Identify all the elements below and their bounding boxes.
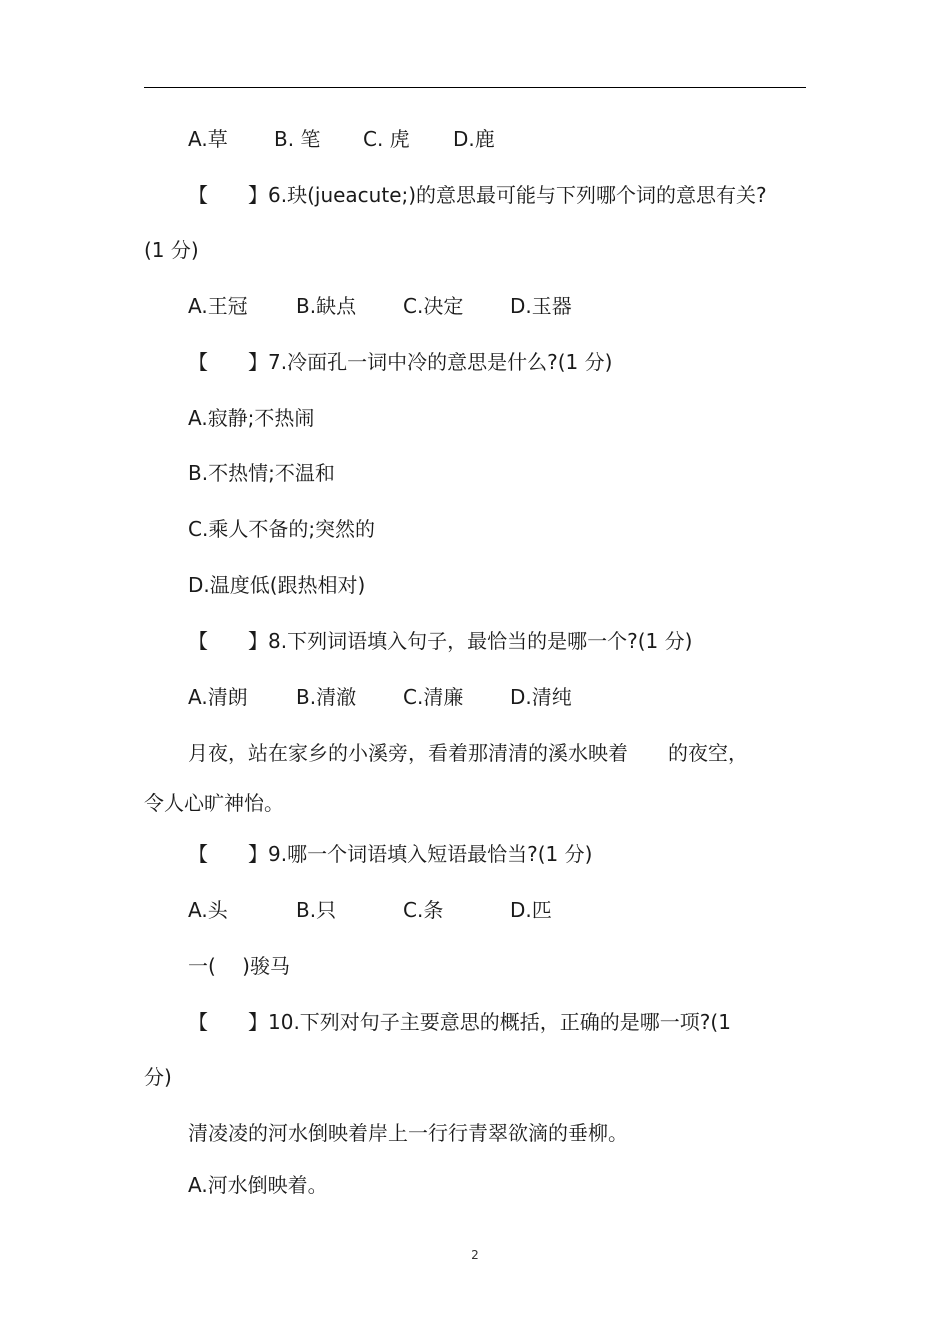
page-number: 2: [471, 1248, 479, 1262]
q9-option-d: D.匹: [510, 898, 552, 922]
q6-option-c: C.决定: [403, 294, 464, 318]
q7-option-d: D.温度低(跟热相对): [188, 573, 366, 597]
q8-sentence: 月夜，站在家乡的小溪旁，看着那清清的溪水映着 的夜空，: [188, 741, 748, 765]
q7-option-a: A.寂静;不热闹: [188, 406, 315, 430]
q9-phrase: 一( )骏马: [188, 954, 290, 978]
q8-sentence-cont: 令人心旷神怡。: [144, 791, 284, 815]
header-rule: [144, 87, 806, 88]
q9-option-c: C.条: [403, 898, 444, 922]
q8-option-a: A.清朗: [188, 685, 248, 709]
q5-option-c: C. 虎: [363, 127, 410, 151]
q8-option-d: D.清纯: [510, 685, 572, 709]
q10-option-a: A.河水倒映着。: [188, 1173, 328, 1197]
q7-question: 【 】7.冷面孔一词中冷的意思是什么?(1 分): [188, 350, 613, 374]
q7-option-c: C.乘人不备的;突然的: [188, 517, 376, 541]
q8-question: 【 】8.下列词语填入句子，最恰当的是哪一个?(1 分): [188, 629, 693, 653]
q9-option-a: A.头: [188, 898, 228, 922]
q8-option-c: C.清廉: [403, 685, 464, 709]
q6-question: 【 】6.玦(jueacute;)的意思最可能与下列哪个词的意思有关?: [188, 183, 767, 207]
q9-question: 【 】9.哪一个词语填入短语最恰当?(1 分): [188, 842, 593, 866]
q9-option-b: B.只: [296, 898, 337, 922]
q8-option-b: B.清澈: [296, 685, 357, 709]
q10-question-cont: 分): [144, 1065, 172, 1089]
q6-option-b: B.缺点: [296, 294, 357, 318]
q6-option-a: A.王冠: [188, 294, 248, 318]
q5-option-b: B. 笔: [274, 127, 321, 151]
q6-question-cont: (1 分): [144, 238, 199, 262]
q5-option-a: A.草: [188, 127, 228, 151]
q7-option-b: B.不热情;不温和: [188, 461, 335, 485]
q10-sentence: 清凌凌的河水倒映着岸上一行行青翠欲滴的垂柳。: [188, 1121, 628, 1145]
q5-option-d: D.鹿: [453, 127, 495, 151]
q10-question: 【 】10.下列对句子主要意思的概括，正确的是哪一项?(1: [188, 1010, 731, 1034]
q6-option-d: D.玉器: [510, 294, 572, 318]
